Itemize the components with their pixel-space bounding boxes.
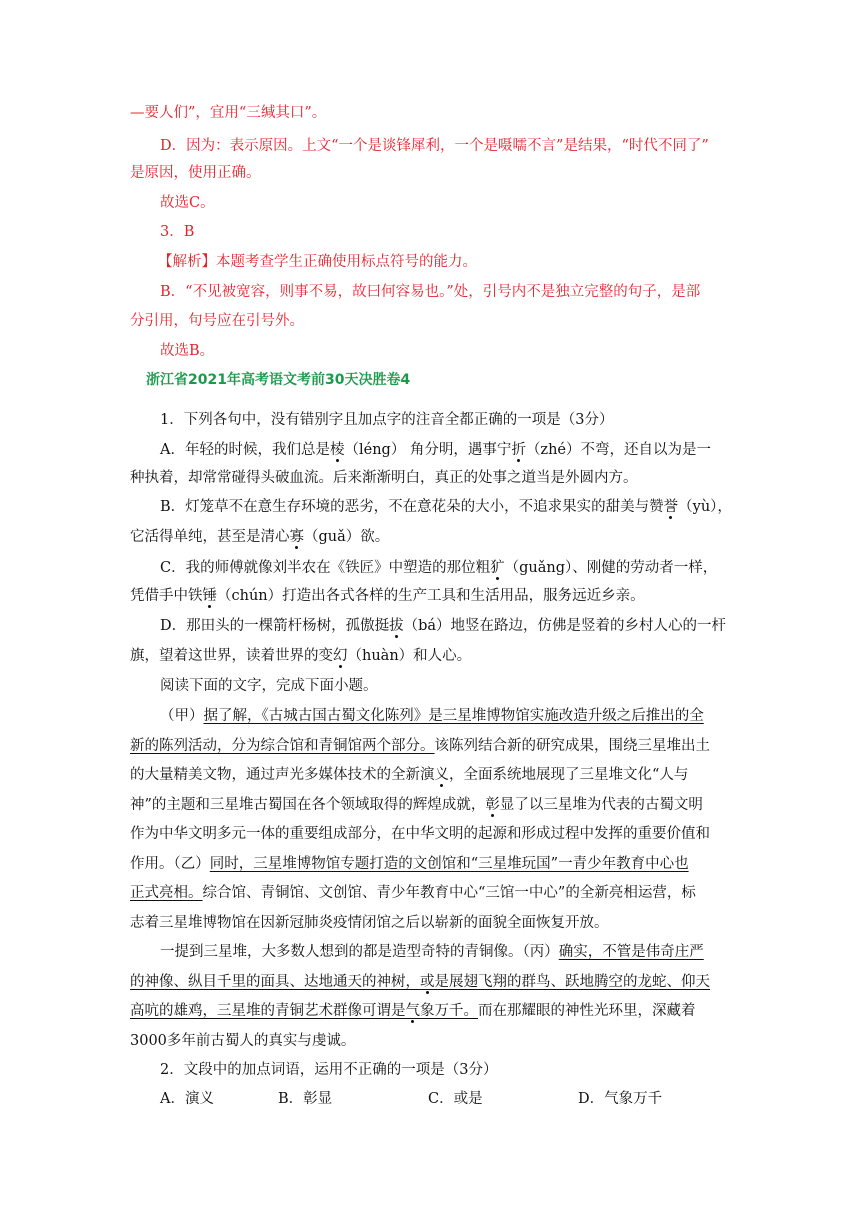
dotted-char: 彰 (485, 797, 500, 813)
dotted-char: 幻 (333, 648, 348, 664)
passage-line: 志着三星堆博物馆在因新冠肺炎疫情闭馆之后以崭新的面貌全面恢复开放。 (130, 915, 609, 931)
passage-line: 一提到三星堆，大多数人想到的都是造型奇特的青铜像。（丙）确实，不管是伟奇庄严 (160, 944, 704, 960)
passage-line: 新的陈列活动，分为综合馆和青铜馆两个部分。该陈列结合新的研究成果，围绕三星堆出土 (130, 738, 710, 754)
passage-line: 作用。（乙）同时，三星堆博物馆专题打造的文创馆和“三星堆玩国”一青少年教育中心也 (130, 856, 689, 872)
option-b-line: B．灯笼草不在意生存环境的恶劣，不在意花朵的大小，不追求果实的甜美与赞誉（yù）， (160, 499, 732, 515)
answer-line: 故选C。 (160, 195, 215, 211)
dotted-char: 或 (420, 974, 435, 990)
passage-line: 3000多年前古蜀人的真实与虔诚。 (130, 1033, 356, 1049)
section-title: 浙江省2021年高考语文考前30天决胜卷4 (146, 372, 411, 388)
answer-line: 是原因，使用正确。 (130, 165, 261, 181)
passage-line: 神”的主题和三星堆古蜀国在各个领域取得的辉煌成就，彰显了以三星堆为代表的古蜀文明 (130, 797, 703, 813)
dotted-char: 犷 (490, 560, 505, 576)
dotted-char: 折 (511, 442, 526, 458)
passage-line: 高吭的雄鸡，三星堆的青铜艺术群像可谓是气象万千。而在那耀眼的神性光环里，深藏着 (130, 1003, 696, 1019)
dotted-char: 锤 (202, 588, 217, 604)
dotted-char: 誉 (663, 499, 679, 515)
option-a-line: 种执着，却常常碰得头破血流。后来渐渐明白，真正的处事之道当是外圆内方。 (130, 470, 638, 486)
dotted-char: 义 (434, 767, 449, 783)
passage-line: （甲）据了解，《古城古国古蜀文化陈列》是三星堆博物馆实施改造升级之后推出的全 (160, 708, 704, 724)
option-d-line: 旗，望着这世界，读着世界的变幻（huàn）和人心。 (130, 648, 472, 664)
reading-intro: 阅读下面的文字，完成下面小题。 (160, 678, 378, 694)
dotted-char: 拔 (389, 618, 404, 634)
question-1-stem: 1．下列各句中，没有错别字且加点字的注音全都正确的一项是（3分） (160, 412, 614, 428)
passage-line: 的神像、纵目千里的面具、达地通天的神树，或是展翅飞翔的群鸟、跃地腾空的龙蛇、仰天 (130, 974, 710, 990)
answer-line: —要人们”，宜用“三缄其口”。 (130, 105, 327, 121)
dotted-char: 气 (405, 1003, 420, 1019)
q2-option-d: D．气象万千 (578, 1091, 663, 1107)
analysis-line: 【解析】本题考查学生正确使用标点符号的能力。 (158, 254, 477, 270)
dotted-char: 寡 (289, 529, 304, 545)
answer-line: 分引用，句号应在引号外。 (130, 313, 304, 329)
passage-line: 作为中华文明多元一体的重要组成部分，在中华文明的起源和形成过程中发挥的重要价值和 (130, 826, 710, 842)
q2-option-b: B．彰显 (278, 1091, 333, 1107)
answer-line: 3．B (160, 224, 195, 240)
answer-line: 故选B。 (160, 343, 215, 359)
passage-line: 的大量精美文物，通过声光多媒体技术的全新演义，全面系统地展现了三星堆文化“人与 (130, 767, 689, 783)
option-b-line: 它活得单纯，甚至是清心寡（guǎ）欲。 (130, 529, 390, 545)
passage-line: 正式亮相。综合馆、青铜馆、文创馆、青少年教育中心“三馆一中心”的全新亮相运营，标 (130, 885, 696, 901)
answer-line: D．因为：表示原因。上文“一个是谈锋犀利，一个是嗫嚅不言”是结果，“时代不同了” (160, 138, 709, 154)
option-c-line: C．我的师傅就像刘半农在《铁匠》中塑造的那位粗犷（guǎng）、刚健的劳动者一样， (160, 560, 718, 576)
option-c-line: 凭借手中铁锤（chún）打造出各式各样的生产工具和生活用品，服务远近乡亲。 (130, 588, 645, 604)
q2-option-c: C．或是 (428, 1091, 483, 1107)
dotted-char: 棱 (329, 442, 345, 458)
question-2-stem: 2．文段中的加点词语，运用不正确的一项是（3分） (160, 1062, 498, 1078)
answer-line: B．“不见被宽容，则事不易，故曰何容易也。”处，引号内不是独立完整的句子，是部 (160, 284, 701, 300)
q2-option-a: A．演义 (160, 1091, 214, 1107)
option-a-line: A．年轻的时候，我们总是棱（léng） 角分明，遇事宁折（zhé）不弯，还自以为是一 (160, 442, 711, 458)
option-d-line: D．那田头的一棵箭杆杨树，孤傲挺拔（bá）地竖在路边，仿佛是竖着的乡村人心的一杆 (160, 618, 727, 634)
